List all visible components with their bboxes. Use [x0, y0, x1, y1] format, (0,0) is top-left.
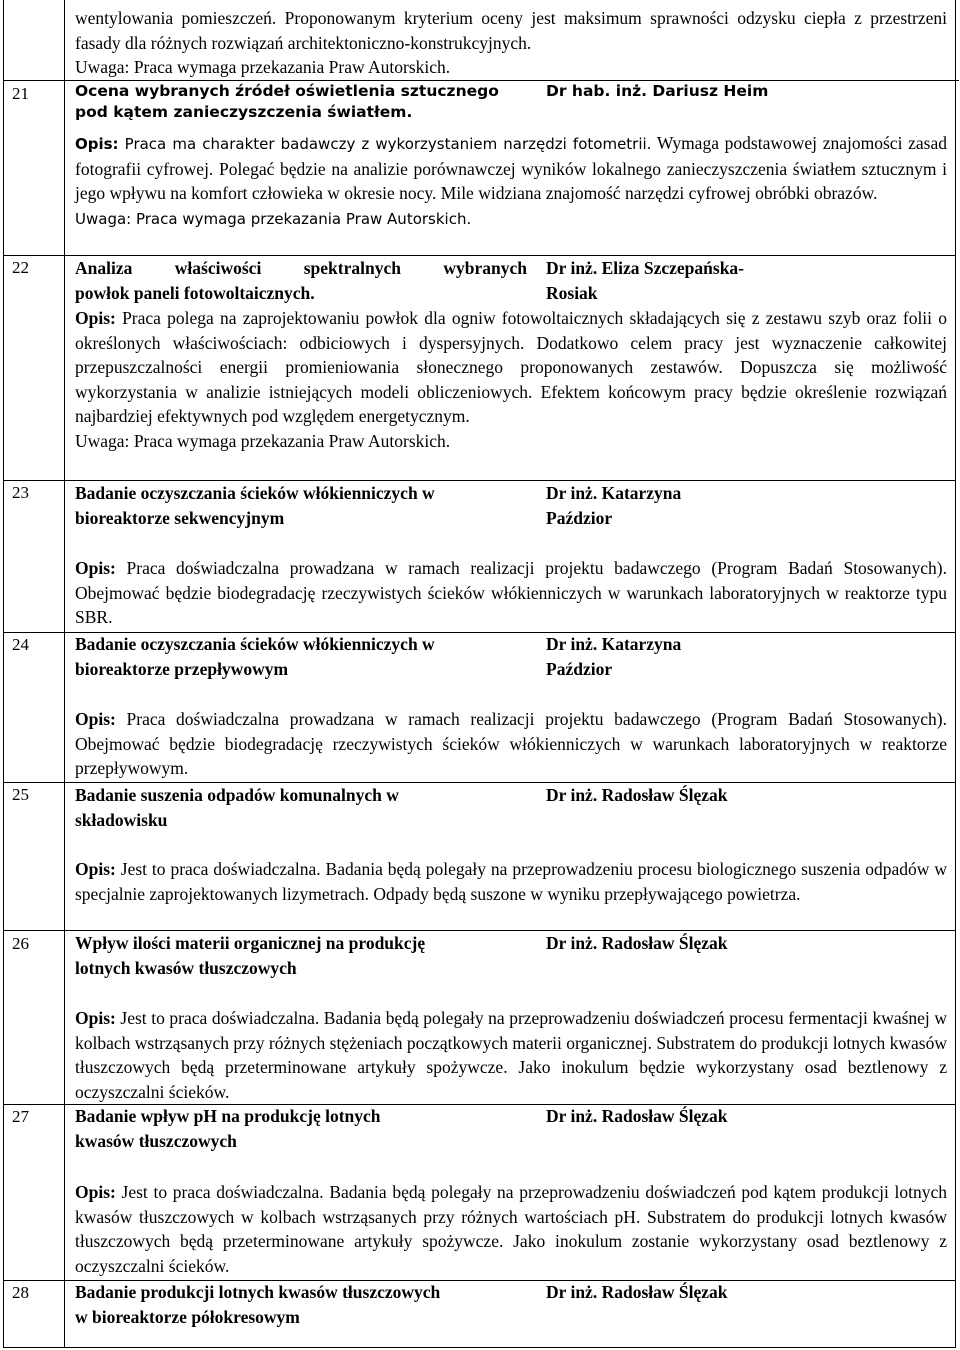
supervisor-line: Dr inż. Katarzyna — [546, 483, 682, 503]
supervisor-line: Dr inż. Katarzyna — [546, 634, 682, 654]
supervisor-line: Paździor — [546, 658, 613, 679]
entry-title-line: Badanie wpływ pH na produkcję lotnych — [75, 1106, 381, 1126]
entry-description — [75, 306, 947, 453]
description-text-continued: Wymaga podstawowej znajomości zasad fotografii cyfrowej. Polegać będzie na analizie porównawczej wyników lokalnego zanieczyszczenia światłem sztucznym i jego wpływu na komfort człowieka w okresie nocy. Mile widziana znajomość narzędzi cyfrowej obróbki obrazów. — [75, 133, 947, 203]
entry-number: 22 — [12, 258, 29, 277]
entry-supervisor: Dr inż. Radosław Ślęzak — [546, 1282, 728, 1302]
entry-title — [75, 1104, 535, 1153]
entry-title — [75, 783, 535, 832]
entry-title-line: bioreaktorze sekwencyjnym — [75, 507, 285, 528]
description-label: Opis: — [75, 308, 116, 328]
entry-title-line: Badanie oczyszczania ścieków włókienniczych w — [75, 634, 435, 654]
description-label: Opis: — [75, 1008, 116, 1028]
entry-number: 28 — [12, 1283, 29, 1302]
note-text: Praca wymaga przekazania Praw Autorskich. — [131, 209, 472, 228]
entry-title — [75, 632, 535, 681]
entry-title-line: Wpływ ilości materii organicznej na produkcję — [75, 933, 426, 953]
entry-description — [75, 707, 947, 781]
entry-description — [75, 1006, 947, 1104]
description-text: Praca ma charakter badawczy z wykorzystaniem narzędzi fotometrii. — [118, 135, 652, 153]
entry-title — [75, 931, 535, 980]
note-label: Uwaga: — [75, 57, 130, 77]
description-text: Praca doświadczalna prowadzana w ramach realizacji projektu badawczego (Program Badań Stosowanych). Obejmować będzie biodegradację rzeczywistych ścieków włókienniczych w warunkach laboratoryjnych w reaktorze typu SBR. — [75, 558, 947, 627]
entry-supervisor: Dr inż. Radosław Ślęzak — [546, 933, 728, 953]
entry-supervisor: Dr hab. inż. Dariusz Heim — [546, 82, 769, 100]
entry-supervisor — [546, 632, 806, 681]
entry-supervisor: Dr inż. Radosław Ślęzak — [546, 1106, 728, 1126]
description-text: Praca polega na zaprojektowaniu powłok dla ogniw fotowoltaicznych składających się z zestawu szyb oraz folii o określonych właściwościach: odbiciowych i dyspersyjnych. Dodatkowo celem pracy jest wyznaczenie całkowitej przepuszczalności energii promieniowania słonecznego proponowanych zestawów. Dopuszcza się możliwość wykorzystania w analizie istniejących modeli obliczeniowych. Efektem końcowym pracy będzie określenie rozwiązań najbardziej efektywnych pod względem energetycznym. — [75, 308, 947, 426]
entry-title-line: bioreaktorze przepływowym — [75, 658, 289, 679]
right-border — [955, 0, 956, 1348]
supervisor-line: Dr inż. Eliza Szczepańska- — [546, 258, 745, 278]
entry-title — [75, 481, 535, 530]
entry-title-line: Badanie oczyszczania ścieków włókienniczych w — [75, 483, 435, 503]
description-text: Jest to praca doświadczalna. Badania będą polegały na przeprowadzeniu procesu biologicznego suszenia odpadów w specjalnie zaprojektowanych lizymetrach. Odpady będą suszone w wyniku przepływającego powietrza. — [75, 859, 947, 904]
entry-title: Ocena wybranych źródeł oświetlenia sztucznego pod kątem zanieczyszczenia światłem. — [75, 82, 499, 121]
note-text: Praca wymaga przekazania Praw Autorskich. — [129, 430, 451, 451]
entry-number: 25 — [12, 785, 29, 804]
continued-description — [75, 6, 947, 80]
supervisor-line: Paździor — [546, 507, 613, 528]
entry-description — [75, 556, 947, 630]
description-text: Jest to praca doświadczalna. Badania będą polegały na przeprowadzeniu doświadczeń procesu fermentacji kwaśnej w kolbach wstrząsanych przy różnych stężeniach początkowych materii organicznej. Substratem do produkcji lotnych kwasów tłuszczowych będą przeterminowane artykuły spożywcze. Jako inokulum będzie wykorzystany osad beztlenowy z oczyszczalni ścieków. — [75, 1008, 947, 1102]
entry-title — [75, 256, 527, 305]
description-label: Opis: — [75, 558, 116, 578]
description-label: Opis: — [75, 1182, 116, 1202]
left-border — [3, 0, 4, 1348]
entry-description — [75, 857, 947, 906]
description-label: Opis: — [75, 859, 116, 879]
entry-number: 27 — [12, 1107, 29, 1126]
supervisor-line: Rosiak — [546, 282, 598, 303]
entry-description — [75, 1180, 947, 1278]
entry-number: 24 — [12, 635, 29, 654]
entry-number: 21 — [12, 84, 29, 103]
entry-title-line: Badanie suszenia odpadów komunalnych w — [75, 785, 399, 805]
entry-description — [75, 131, 947, 231]
entry-title-line: w bioreaktorze półokresowym — [75, 1306, 300, 1327]
continued-text: wentylowania pomieszczeń. Proponowanym kryterium oceny jest maksimum sprawności odzysku ciepła z przestrzeni fasady dla różnych rozwiązań architektoniczno-konstrukcyjnych. — [75, 8, 947, 53]
entry-number: 26 — [12, 934, 29, 953]
note-label: Uwaga: — [75, 209, 132, 228]
note-text: Praca wymaga przekazania Praw Autorskich. — [129, 57, 451, 77]
entry-title-line: składowisku — [75, 809, 168, 830]
entry-title-line: powłok paneli fotowoltaicznych. — [75, 282, 315, 303]
number-column-divider — [64, 0, 65, 1348]
entry-title — [75, 1280, 535, 1329]
entry-title-line: kwasów tłuszczowych — [75, 1130, 237, 1151]
description-text: Jest to praca doświadczalna. Badania będą polegały na przeprowadzeniu doświadczeń pod kątem produkcji lotnych kwasów tłuszczowych w kolbach wstrząsanych przy różnych wartościach pH. Substratem do produkcji lotnych kwasów tłuszczowych będą przeterminowane artykuły spożywcze. Jako inokulum zostanie wykorzystany osad beztlenowy z oczyszczalni ścieków. — [75, 1182, 947, 1276]
entry-number: 23 — [12, 483, 29, 502]
entry-title-line: Badanie produkcji lotnych kwasów tłuszczowych — [75, 1282, 441, 1302]
entry-supervisor — [546, 481, 806, 530]
entry-supervisor — [546, 256, 806, 305]
entry-title-line: Analiza właściwości spektralnych wybranych — [75, 258, 527, 278]
note-label: Uwaga: — [75, 430, 130, 451]
description-label: Opis: — [75, 135, 119, 153]
description-text: Praca doświadczalna prowadzana w ramach realizacji projektu badawczego (Program Badań Stosowanych). Obejmować będzie biodegradację rzeczywistych ścieków włókienniczych w warunkach laboratoryjnych w reaktorze przepływowym. — [75, 709, 947, 778]
bottom-border — [3, 1347, 956, 1348]
entry-supervisor: Dr inż. Radosław Ślęzak — [546, 785, 728, 805]
entry-title-line: lotnych kwasów tłuszczowych — [75, 957, 297, 978]
description-label: Opis: — [75, 709, 116, 729]
